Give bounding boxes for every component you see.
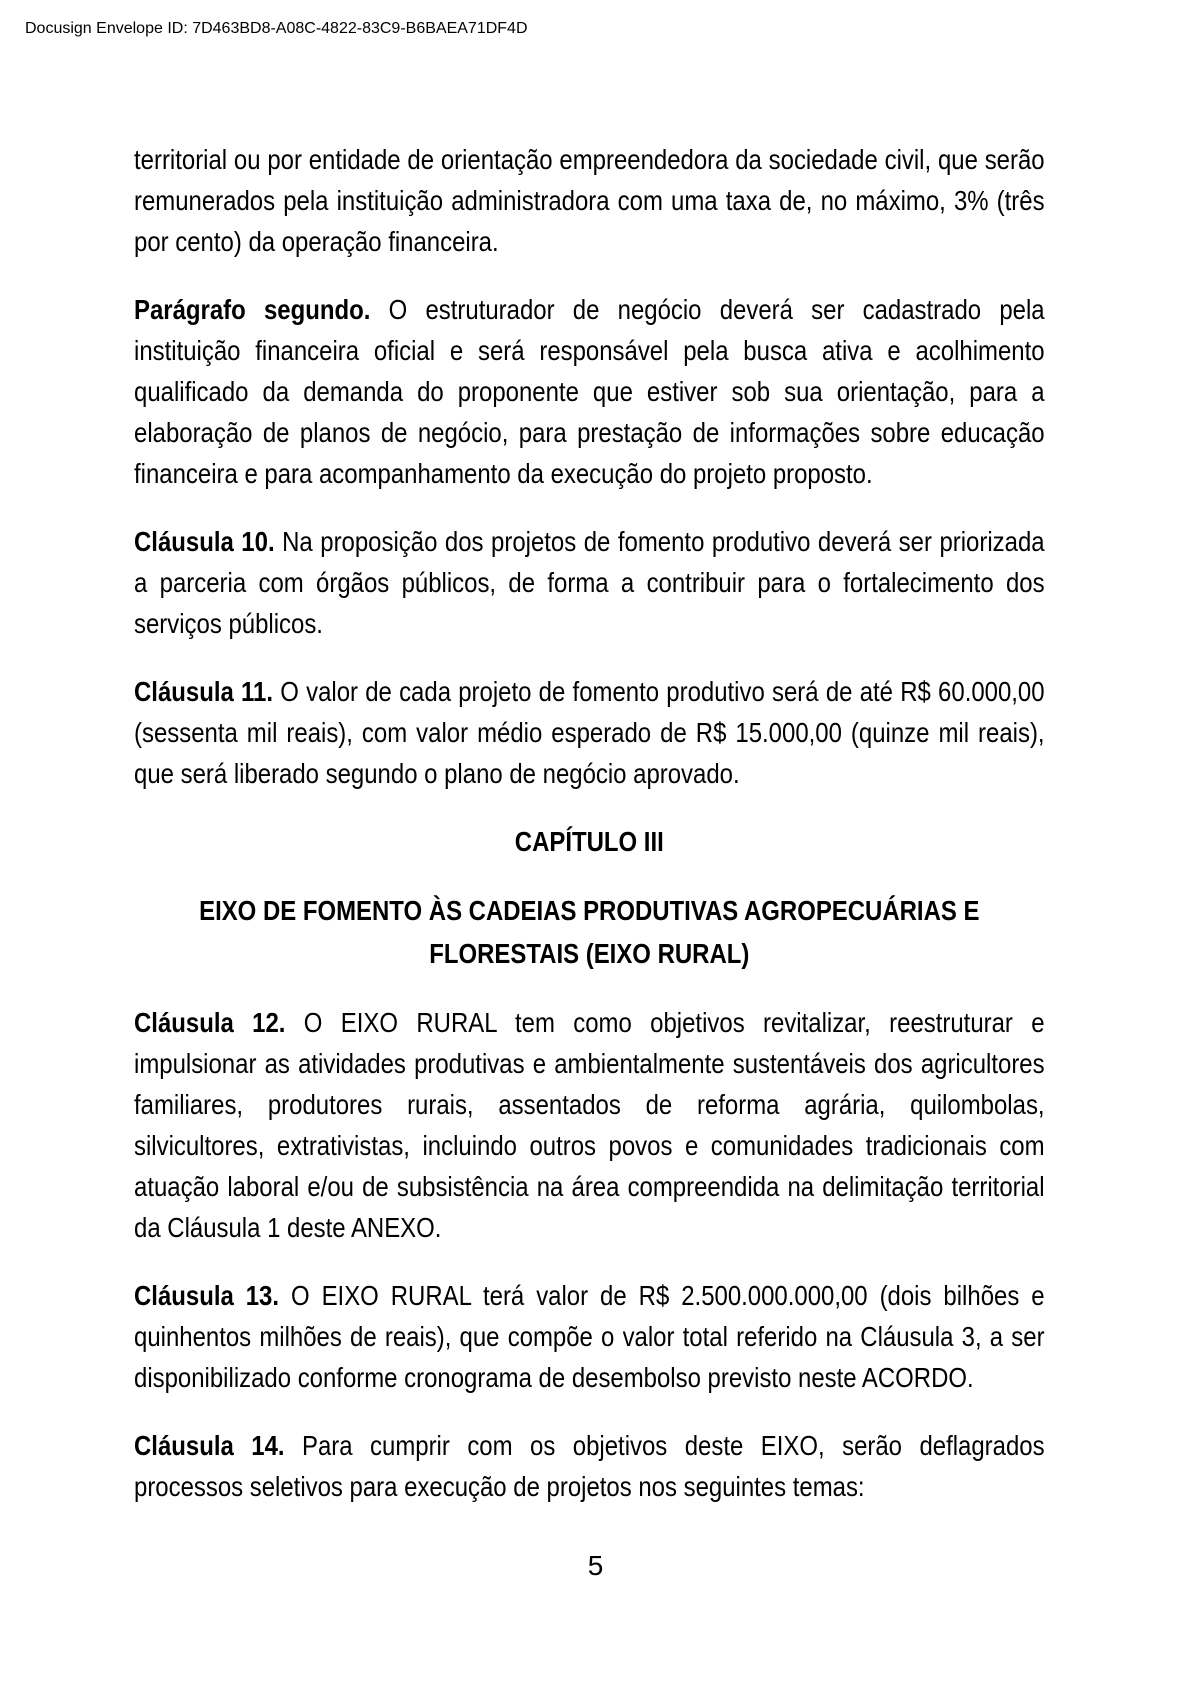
clause-text: O EIXO RURAL terá valor de R$ 2.500.000.000,00 (dois bilhões e quinhentos milhões de reais), que compõe o valor total referido na Cláusula 3, a ser disponibilizado conforme cronograma de desembolso previsto neste ACORDO. — [134, 1280, 1045, 1393]
clause-lead: Cláusula 11. — [134, 676, 273, 707]
clause-text: Para cumprir com os objetivos deste EIXO, serão deflagrados processos seletivos para execução de projetos nos seguintes temas: — [134, 1430, 1045, 1502]
clause-lead: Cláusula 14. — [134, 1430, 285, 1461]
document-page-content — [134, 139, 1045, 1534]
docusign-envelope-id: Docusign Envelope ID: 7D463BD8-A08C-4822-83C9-B6BAEA71DF4D — [25, 20, 528, 37]
paragraph-paragrafo-segundo — [134, 289, 1045, 494]
clause-text: O EIXO RURAL tem como objetivos revitalizar, reestruturar e impulsionar as atividades produtivas e ambientalmente sustentáveis dos agricultores familiares, produtores rurais, assentados de reforma agrária, quilombolas, silvicultores, extrativistas, incluindo outros povos e comunidades tradicionais com atuação laboral e/ou de subsistência na área compreendida na delimitação territorial da Cláusula 1 deste ANEXO. — [134, 1007, 1045, 1243]
page-number: 5 — [587, 1550, 604, 1581]
paragraph-clausula-11 — [134, 671, 1045, 794]
clause-text: O valor de cada projeto de fomento produtivo será de até R$ 60.000,00 (sessenta mil reais), com valor médio esperado de R$ 15.000,00 (quinze mil reais), que será liberado segundo o plano de negócio aprovado. — [134, 676, 1045, 789]
paragraph-clausula-13 — [134, 1275, 1045, 1398]
paragraph-continuation — [134, 139, 1045, 262]
paragraph-clausula-14 — [134, 1425, 1045, 1507]
chapter-heading: CAPÍTULO III — [514, 826, 664, 857]
section-heading-line-1: EIXO DE FOMENTO ÀS CADEIAS PRODUTIVAS AGROPECUÁRIAS E — [199, 895, 980, 926]
section-heading-line-2: FLORESTAIS (EIXO RURAL) — [429, 938, 750, 969]
paragraph-text: territorial ou por entidade de orientação empreendedora da sociedade civil, que serão remunerados pela instituição administradora com uma taxa de, no máximo, 3% (três por cento) da operação financeira. — [134, 144, 1045, 257]
paragraph-clausula-10 — [134, 521, 1045, 644]
clause-text: Na proposição dos projetos de fomento produtivo deverá ser priorizada a parceria com órgãos públicos, de forma a contribuir para o fortalecimento dos serviços públicos. — [134, 526, 1045, 639]
clause-lead: Cláusula 12. — [134, 1007, 286, 1038]
paragraph-lead: Parágrafo segundo. — [134, 294, 371, 325]
paragraph-clausula-12 — [134, 1002, 1045, 1248]
clause-lead: Cláusula 13. — [134, 1280, 280, 1311]
paragraph-text: O estruturador de negócio deverá ser cadastrado pela instituição financeira oficial e será responsável pela busca ativa e acolhimento qualificado da demanda do proponente que estiver sob sua orientação, para a elaboração de planos de negócio, para prestação de informações sobre educação financeira e para acompanhamento da execução do projeto proposto. — [134, 294, 1045, 489]
section-heading — [134, 889, 1045, 975]
clause-lead: Cláusula 10. — [134, 526, 275, 557]
